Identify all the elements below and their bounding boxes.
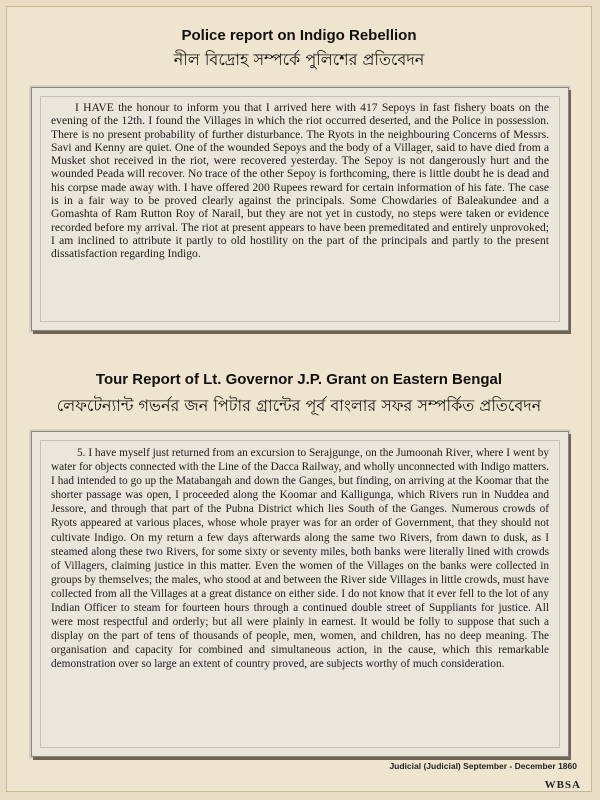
section2-subtitle-bengali: লেফটেন্যান্ট গভর্নর জন পিটার গ্রান্টের পূর্ব বাংলার সফর সম্পর্কিত প্রতিবেদন xyxy=(56,396,542,415)
police-report-text: I HAVE the honour to inform you that I arrived here with 417 Sepoys in fast fishery boats on the evening of the 12th. I found the Villages in which the riot occurred deserted, and the Police in possession. There is no present probability of further disturbance. The Ryots in the neighbouring Concerns of Messrs. Savi and Kenny are quiet. One of the wounded Sepoys and the body of a Villager, said to have died from a Musket shot received in the riot, were recovered yesterday. The Sepoy is not dangerously hurt and the wounded Peada will recover. No trace of the other Sepoy is forthcoming, there is little doubt he is dead and his corpse made away with. I have offered 200 Rupees reward for certain information of his fate. The case is in a fair way to be proved clearly against the principals. Some Chowdaries of Baleakundee and a Gomashta of Ram Rutton Roy of Narail, but they are not yet in custody, no steps were taken or evidence recorded before my arrival. The riot at present appears to have been premeditated and entirely unprovoked; I am inclined to attribute it partly to old hostility on the part of the principals and partly to the present dissatisfaction regarding Indigo. xyxy=(51,101,549,261)
citation: Judicial (Judicial) September - December 1860 xyxy=(389,761,577,771)
section2-title: Tour Report of Lt. Governor J.P. Grant on Eastern Bengal xyxy=(95,371,503,388)
police-report-frame xyxy=(40,96,560,322)
tour-report-clipping xyxy=(31,431,569,757)
section1-title: Police report on Indigo Rebellion xyxy=(181,27,417,44)
tour-report-frame xyxy=(40,440,560,748)
tour-report-text: 5. I have myself just returned from an excursion to Serajgunge, on the Jumoonah River, where I went by water for objects connected with the Line of the Dacca Railway, and wholly unconnected with Indigo matters. I had intended to go up the Matabangah and down the Ganges, but finding, on arriving at the Koomar that the shorter passage was open, I proceeded along the Koomar and Kalligunga, which Rivers run in Nuddea and Jessore, and through that part of the Pubna District which lies South of the Ganges. Numerous crowds of Ryots appeared at various places, whose whole prayer was for an order of Government, that they should not cultivate Indigo. On my return a few days afterwards along the same two Rivers, from dawn to dusk, as I steamed along these two Rivers, for some sixty or seventy miles, both banks were literally lined with crowds of Villagers, claiming justice in this matter. Even the women of the Villages on the banks were collected in groups by themselves; the males, who stood at and between the River side Villages in little crowds, must have collected from all the Villages at a great distance on either side. I do not know that it ever fell to the lot of any Indian Officer to steam for fourteen hours through a continued double street of Suppliants for justice. All were most respectful and orderly; but all were plainly in earnest. It would be folly to suppose that such a display on the part of tens of thousands of people, men, women, and children, has no deep meaning. The organisation and capacity for combined and simultaneous action, in the cause, which this remarkable demonstration over so large an extent of country proved, are subjects worthy of much consideration. xyxy=(51,447,549,671)
wbsa-logo: WBSA xyxy=(544,779,581,791)
document-page xyxy=(6,6,592,792)
police-report-clipping xyxy=(31,87,569,331)
section1-subtitle-bengali: নীল বিদ্রোহ সম্পর্কে পুলিশের প্রতিবেদন xyxy=(173,50,425,69)
